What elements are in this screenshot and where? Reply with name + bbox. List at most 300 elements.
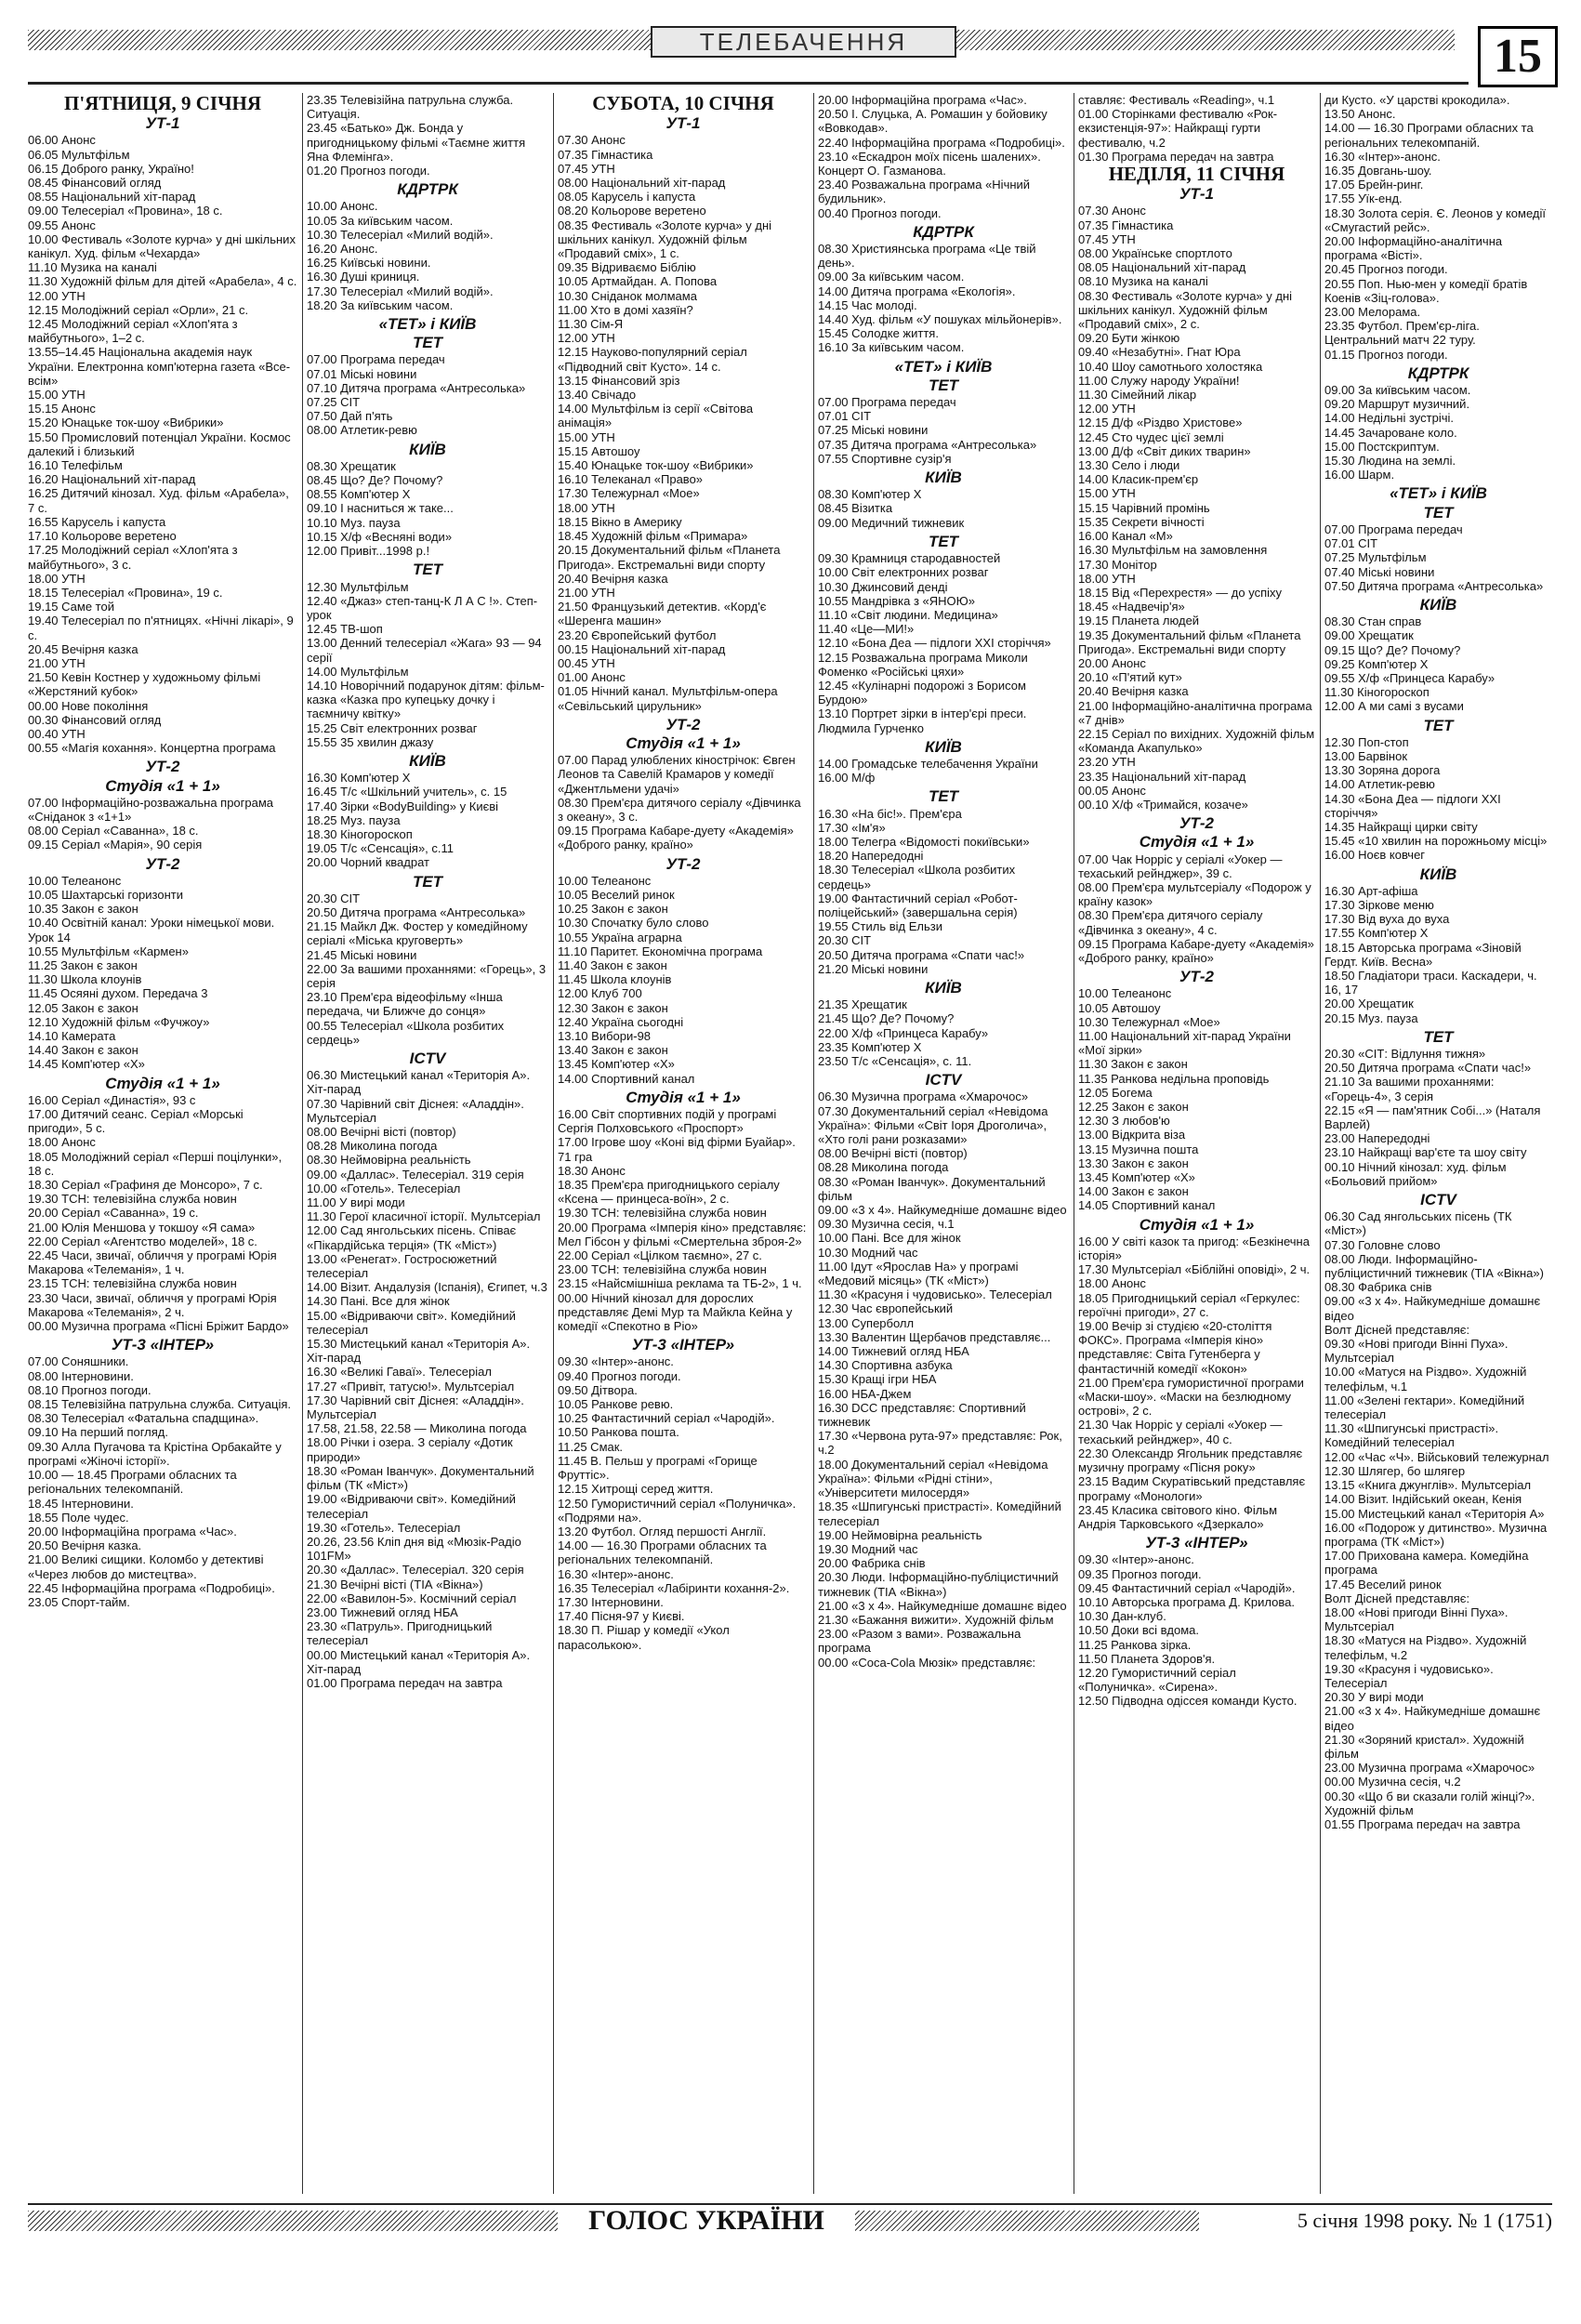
program-listing: 08.00 Вечірні вісті (повтор) [818,1146,968,1161]
program-listing: 20.50 Дитяча програма «Спати час!» [1324,1061,1532,1076]
channel-heading: Студія «1 + 1» [626,1088,741,1106]
program-listing: 12.15 Д/ф «Різдво Христове» [1078,416,1243,430]
program-listing: 10.30 Тележурнал «Мое» [1078,1014,1220,1029]
program-listing: 13.30 Валентин Щербачов представляє... [818,1329,1051,1344]
program-listing: 18.00 Анонс [28,1135,96,1150]
channel-heading: КИЇВ [925,737,962,756]
program-listing: 18.50 Гладіатори траси. Каскадери, ч. 16, 17 [1324,968,1541,997]
program-listing: 08.45 Візитка [818,501,893,516]
program-listing: 23.30 «Патруль». Пригодницький телесеріал [307,1619,496,1648]
program-listing: 07.00 Інформаційно-розважальна програма «Сніданок з «1+1» [28,795,277,824]
program-listing: 18.15 Від «Перехрестя» — до успіху [1078,585,1282,600]
channel-heading: ТЕТ [1423,503,1454,522]
program-listing: 12.05 Богема [1078,1085,1153,1100]
program-listing: 22.00 Серіал «Агентство моделей», 18 с. [28,1234,257,1248]
program-listing: 12.40 «Джаз» степ-танц-К Л А С !». Степ-урок [307,593,538,622]
program-listing: 18.30 Анонс [558,1163,626,1178]
program-listing: 00.05 Анонс [1078,783,1146,798]
program-listing: 07.30 Анонс [1078,204,1146,218]
program-listing: 11.35 Ранкова недільна проповідь [1078,1071,1270,1086]
program-listing: 15.50 Промисловий потенціал України. Космос далекий і близький [28,429,295,458]
program-listing: 07.35 Гімнастика [1078,218,1174,232]
program-listing: 19.00 Неймовірна реальність [818,1527,982,1542]
program-listing: 13.30 Закон є закон [1078,1155,1189,1170]
channel-heading: КИЇВ [1419,865,1457,883]
program-listing: 12.00 «Час «Ч». Військовий тележурнал [1324,1449,1549,1464]
program-listing: 12.15 Розважальна програма Миколи Фоменко «Російські цяхи» [818,650,1032,679]
program-listing: 17.30 «Ім'я» [818,820,886,835]
program-listing: 06.15 Доброго ранку, Україно! [28,161,194,176]
program-listing: 12.30 Закон є закон [558,1000,668,1015]
program-listing: 08.55 Національний хіт-парад [28,190,196,205]
program-listing: 20.55 Поп. Нью-мен у комедії братів Коенів «Зіц-голова». [1324,276,1531,305]
program-listing: 13.45 Комп'ютер «Х» [558,1057,675,1072]
program-listing: 18.00 Документальний серіал «Невідома Україна»: Фільми «Рідні стіни», «Університети милосердя» [818,1457,1052,1500]
program-listing: 07.00 Парад улюблених кінострічок: Євген Леонов та Савелій Крамаров у комедії «Джентльмени удачі» [558,753,799,796]
program-listing: 06.30 Сад янгольських пісень (ТК «Міст») [1324,1209,1516,1238]
program-listing: 10.55 Мандрівка з «ЯНОЮ» [818,593,976,608]
program-listing: 20.40 Вечірня казка [558,571,668,586]
program-listing: 16.00 Серіал «Династія», 93 с [28,1092,196,1107]
program-listing: 09.30 «Інтер»-анонс. [558,1354,674,1369]
program-listing: 13.40 Свічадо [558,388,637,403]
program-listing: 19.15 Саме той [28,600,114,614]
program-listing: 23.05 Спорт-тайм. [28,1594,130,1609]
program-listing: 21.50 Французький детектив. «Корд'є «Шеренга машин» [558,600,771,628]
program-listing: 09.45 Фантастичний серіал «Чародій». [1078,1580,1296,1595]
program-listing: 11.30 «Шпигунські пристрасті». Комедійний телесеріал [1324,1421,1502,1450]
program-listing: 16.20 Анонс. [307,242,378,257]
program-listing: 00.10 Х/ф «Тримайся, козаче» [1078,797,1248,812]
program-listing: 19.30 ТСН: телевізійна служба новин [28,1192,237,1207]
program-listing: 07.25 Мультфільм [1324,550,1427,565]
program-listing: 11.30 Герої класичної історії. Мультсеріал [307,1209,541,1224]
program-listing: 18.45 Художній фільм «Примара» [558,529,748,544]
program-listing: 13.10 Портрет зірки в інтер'єрі преси. Людмила Гурченко [818,706,1031,735]
program-listing: 23.15 «Найсмішніша реклама та ТБ-2», 1 ч. [558,1276,802,1291]
channel-heading: КДРТРК [1407,363,1469,382]
program-listing: 14.40 Закон є закон [28,1043,138,1058]
program-listing: 12.30 Мультфільм [307,579,409,594]
program-listing: 07.01 Міські новини [307,366,417,381]
program-listing: 10.00 «Готель». Телесеріал [307,1181,461,1195]
program-listing: 00.00 «Coca-Cola Мюзік» представляє: [818,1655,1036,1670]
program-listing: 09.25 Комп'ютер Х [1324,656,1429,671]
program-listing: 18.30 Телесеріал «Школа розбитих сердець» [818,863,1019,891]
program-listing: 17.00 Ігрове шоу «Коні від фірми Буайар». 71 гра [558,1135,799,1164]
program-listing: 12.00 УТН [28,288,86,303]
program-listing: 08.00 Атлетик-ревю [307,423,417,438]
program-listing: 08.30 Прем'єра дитячого серіалу «Дівчинка з океану», 3 с. [558,795,805,824]
program-listing: 21.15 Майкл Дж. Фостер у комедійному серіалі «Міська круговерть» [307,919,532,948]
program-listing: 16.00 У світі казок та пригод: «Безкінечна історія» [1078,1234,1313,1263]
program-listing: 16.00 Канал «М» [1078,529,1173,544]
program-listing: Волт Дісней представляє: [1324,1591,1470,1605]
program-listing: 23.00 Музична програма «Хмарочос» [1324,1761,1535,1776]
program-listing: 10.30 Джинсовий денді [818,579,948,594]
program-listing: 08.30 Прем'єра дитячого серіалу «Дівчинка з океану», 4 с. [1078,908,1267,937]
program-listing: 15.20 Юнацьке ток-шоу «Вибрики» [28,416,224,430]
program-listing: 11.25 Смак. [558,1439,624,1454]
program-listing: 16.30 Арт-афіша [1324,883,1418,898]
program-listing: 10.00 Телеанонс [558,873,652,888]
program-listing: 20.26, 23.56 Кліп дня від «Мюзік-Радіо 101FM» [307,1534,525,1564]
channel-heading: УТ-1 [1179,185,1214,204]
program-listing: 10.40 Шоу самотнього холостяка [1078,359,1263,374]
program-listing: 18.25 Муз. пауза [307,812,401,827]
program-listing: 17.27 «Привіт, татусю!». Мультсеріал [307,1379,515,1393]
program-listing: 11.10 «Світ людини. Медицина» [818,607,998,622]
channel-heading: УТ-3 «ІНТЕР» [111,1336,215,1354]
program-listing: 00.30 Фінансовий огляд [28,712,162,727]
program-listing: 10.55 Мультфільм «Кармен» [28,944,189,958]
program-listing: 09.00 За київським часом. [1324,383,1471,398]
program-listing: 22.45 Часи, звичаї, обличчя у програмі Юрія Макарова «Телеманія», 1 ч. [28,1248,281,1277]
program-listing: 09.00 За київським часом. [818,270,965,284]
program-listing: 12.00 УТН [558,331,615,346]
program-listing: 10.50 Доки всі вдома. [1078,1623,1199,1638]
program-listing: 18.35 «Шпигунські пристрасті». Комедійний телесеріал [818,1499,1065,1528]
program-listing: 18.30 Серіал «Графиня де Монсоро», 7 с. [28,1178,263,1193]
program-listing: 21.00 УТН [558,585,615,600]
program-listing: 16.30 Комп'ютер Х [307,771,411,786]
program-listing: 13.00 Суперболл [818,1315,915,1330]
issue-date: 5 січня 1998 року. № 1 (1751) [1199,2207,1552,2235]
program-listing: 18.35 Прем'єра пригодницького серіалу «Ксена — принцеса-воїн», 2 с. [558,1178,784,1207]
program-listing: 17.00 Дитячий сеанс. Серіал «Морські пригоди», 5 с. [28,1107,247,1136]
program-listing: 22.15 Серіал по вихідних. Художній фільм «Команда Акапулько» [1078,726,1318,756]
program-listing: 16.00 Світ спортивних подій у програмі Сергія Полховського «Проспорт» [558,1107,780,1136]
program-listing: 15.55 35 хвилин джазу [307,734,434,749]
program-listing: 16.10 Телефільм [28,458,123,473]
channel-heading: КИЇВ [925,469,962,487]
program-listing: 00.30 «Що б ви сказали голій жінці?». Художній фільм [1324,1789,1538,1817]
program-listing: 08.05 Карусель і капуста [558,190,696,205]
program-listing: 10.00 Фестиваль «Золоте курча» у дні шкільних канікул. Худ. фільм «Чехарда» [28,231,299,261]
program-listing: 17.40 Зірки «BodyBuilding» у Києві [307,799,499,813]
program-listing: 09.10 На перший погляд. [28,1425,168,1440]
program-listing: 01.55 Програма передач на завтра [1324,1816,1521,1831]
program-listing: 22.00 Х/ф «Принцеса Карабу» [818,1025,989,1040]
program-listing: 15.30 Людина на землі. [1324,454,1456,469]
program-listing: 20.00 Анонс [1078,655,1146,670]
program-listing: 12.25 Закон є закон [1078,1100,1189,1115]
channel-heading: УТ-2 [1179,968,1214,986]
program-listing: 08.00 Інтерновини. [28,1368,134,1383]
program-listing: 16.10 За київським часом. [818,340,965,355]
program-listing: 07.30 Головне слово [1324,1237,1441,1252]
program-listing: 10.30 Телесеріал «Милий водій». [307,227,494,242]
program-listing: 10.15 Х/ф «Весняні води» [307,529,453,544]
program-listing: 09.30 Алла Пугачова та Крістіна Орбакайте у програмі «Жіночі історії». [28,1439,285,1468]
program-listing: 23.00 Мелорама. [1324,305,1421,320]
channel-heading: ТЕТ [928,376,959,394]
program-listing: 12.30 Час європейський [818,1301,954,1316]
channel-heading: КИЇВ [409,440,446,458]
channel-heading: УТ-1 [145,114,180,133]
program-listing: 21.00 «3 х 4». Найкумедніше домашнє відео [1324,1704,1544,1733]
program-listing: 15.00 УТН [1078,486,1136,501]
program-listing: 10.50 Ранкова пошта. [558,1425,679,1440]
program-listing: 15.00 Постскриптум. [1324,439,1440,454]
program-listing: 11.45 Осяяні духом. Передача 3 [28,986,208,1001]
program-listing: 10.25 Закон є закон [558,902,668,917]
program-listing: 21.00 «3 х 4». Найкумедніше домашнє відео [818,1598,1067,1613]
program-listing: 07.00 Соняшники. [28,1354,129,1369]
program-listing: 15.45 «10 хвилин на порожньому місці» [1324,834,1548,849]
program-listing: 12.40 Україна сьогодні [558,1014,684,1029]
program-listing: 16.30 Душі криниця. [307,270,420,284]
column-3 [558,93,809,2194]
program-listing: 21.10 За вашими проханнями: «Горець-4», 3 серія [1324,1075,1498,1103]
program-listing: 00.45 УТН [558,655,615,670]
program-listing: 17.30 Інтерновини. [558,1594,664,1609]
program-listing: 20.00 Фабрика снів [818,1556,926,1571]
program-listing: 00.15 Національний хіт-парад [558,641,726,656]
program-listing: 18.30 Кіногороскоп [307,826,413,841]
program-listing: 18.15 Телесеріал «Провина», 19 с. [28,585,223,600]
program-listing: 13.50 Анонс. [1324,107,1396,122]
program-listing: 17.00 Прихована камера. Комедійна програма [1324,1549,1533,1578]
program-listing: 07.30 Чарівний світ Діснея: «Аладдін». Мультсеріал [307,1096,528,1125]
program-listing: 07.01 СІТ [818,409,872,424]
program-listing: 11.30 Кіногороскоп [1324,685,1429,700]
program-listing: 09.00 Телесеріал «Провина», 18 с. [28,204,223,218]
program-listing: 16.30 Мультфільм на замовлення [1078,543,1268,558]
program-listing: 00.00 Музична програма «Пісні Бріжит Бардо» [28,1319,289,1334]
program-listing: 20.00 Інформаційно-аналітична програма «Вісті». [1324,234,1506,263]
program-listing: 09.15 Що? Де? Почому? [1324,642,1461,657]
program-listing: 07.30 Анонс [558,133,626,148]
program-listing: 14.00 Мультфільм [307,664,409,679]
program-listing: 19.00 «Відриваючи світ». Комедійний телесеріал [307,1492,520,1521]
program-listing: 19.15 Планета людей [1078,614,1200,628]
program-listing: 13.30 Село і люди [1078,458,1180,473]
program-listing: 20.00 Програма «Імперія кіно» представляє: Мел Гібсон у фільмі «Смертельна зброя-2» [558,1220,810,1248]
program-listing: 13.00 Д/ф «Світ диких тварин» [1078,443,1251,458]
program-listing: 18.15 Вікно в Америку [558,514,682,529]
program-listing: 23.00 Тижневий огляд НБА [307,1604,458,1619]
program-listing: 09.40 «Незабутні». Гнат Юра [1078,345,1241,360]
program-listing: 20.15 Муз. пауза [1324,1010,1418,1025]
channel-heading: Студія «1 + 1» [1139,833,1255,852]
program-listing: 12.30 Шлягер, бо шлягер [1324,1463,1466,1478]
program-listing: 17.30 Мультсеріал «Біблійні оповіді», 2 ч. [1078,1262,1311,1277]
program-listing: 10.10 Авторська програма Д. Крилова. [1078,1594,1295,1609]
program-listing: 08.30 Хрещатик [307,458,396,473]
program-listing: 16.35 Довгань-шоу. [1324,164,1432,178]
channel-heading: КИЇВ [925,978,962,997]
program-listing: 09.10 І насниться ж таке... [307,501,454,516]
program-listing: 18.30 «Роман Іванчук». Документальний фільм (ТК «Міст») [307,1463,538,1493]
program-listing: 08.28 Миколина погода [818,1160,949,1175]
channel-heading: УТ-2 [665,715,701,733]
program-listing: 15.45 Солодке життя. [818,326,939,341]
program-listing: 12.00 Клуб 700 [558,986,642,1001]
program-listing: 20.40 Вечірня казка [1078,684,1189,699]
program-listing: 17.30 «Червона рута-97» представляє: Рок, ч.2 [818,1429,1066,1458]
program-listing: 15.15 Автошоу [558,443,640,458]
program-listing: 12.15 Хитрощі серед життя. [558,1482,714,1497]
program-listing: 19.00 Вечір зі студією «20-століття ФОКС». Програма «Імперія кіно» представляє: Світа Гутенберга у фантастичній комедії «Кокон» [1078,1319,1276,1376]
program-listing: 20.10 «П'ятий кут» [1078,670,1182,685]
program-listing: 14.00 Закон є закон [1078,1184,1189,1199]
channel-heading: «ТЕТ» і КИЇВ [378,315,477,334]
channel-heading: КДРТРК [913,222,974,241]
program-listing: 15.00 Мистецький канал «Територія А» [1324,1506,1545,1521]
program-listing: 17.30 Зіркове меню [1324,897,1434,912]
program-listing: 17.05 Брейн-ринг. [1324,178,1424,192]
program-listing: 09.35 Відриваємо Біблію [558,260,696,275]
channel-heading: ІСTV [925,1071,962,1089]
program-listing: 17.25 Молодіжний серіал «Хлоп'ята з майбутнього», 3 с. [28,543,242,572]
program-listing: 08.15 Телевізійна патрульна служба. Ситуація. [28,1397,292,1412]
channel-heading: КДРТРК [397,180,458,199]
program-listing: 11.30 «Красуня і чудовисько». Телесеріал [818,1287,1052,1302]
program-listing: 00.00 Мистецький канал «Територія А». Хіт-парад [307,1647,534,1676]
program-listing: 12.15 Науково-популярний серіал «Підводний світ Кусто». 14 с. [558,345,751,374]
program-listing: 20.30 СІТ [818,933,872,948]
program-listing: 23.10 «Ескадрон моїх пісень шалених». Концерт О. Газманова. [818,149,1045,178]
program-listing: 20.00 Серіал «Саванна», 19 с. [28,1206,199,1221]
program-listing: 14.00 Візит. Андалузія (Іспанія), Єгипет, ч.3 [307,1280,547,1295]
program-listing: 14.40 Худ. фільм «У пошуках мільйонерів». [818,312,1062,327]
program-listing: 06.00 Анонс [28,133,96,148]
day-heading: П'ЯТНИЦЯ, 9 СІЧНЯ [63,92,261,114]
program-listing: 00.00 Нічний кінозал для дорослих представляє Демі Мур та Майкла Кейна у комедії «Спекотно в Ріо» [558,1290,797,1334]
program-listing: 09.50 Дітвора. [558,1382,638,1397]
program-listing: ставляє: Фестиваль «Reading», ч.1 [1078,93,1275,107]
program-listing: 17.30 Від вуха до вуха [1324,912,1450,927]
program-listing: 11.30 Школа клоунів [28,972,142,987]
program-listing: 08.00 Прем'єра мультсеріалу «Подорож у країну казок» [1078,879,1315,909]
program-listing: 07.10 Дитяча програма «Антресолька» [307,380,526,395]
program-listing: 17.45 Веселий ринок [1324,1577,1442,1591]
program-listing: 07.30 Документальний серіал «Невідома Україна»: Фільми «Світ Іоря Дроголича», «Хто голі рани розказами» [818,1103,1052,1147]
program-listing: 11.45 Школа клоунів [558,972,672,987]
program-listing: 08.10 Прогноз погоди. [28,1382,152,1397]
program-listing: 16.00 НБА-Джем [818,1386,912,1401]
program-listing: 00.55 Телесеріал «Школа розбитих сердець» [307,1018,507,1047]
channel-heading: «ТЕТ» і КИЇВ [1390,484,1487,503]
program-listing: 07.00 Програма передач [1324,522,1463,536]
program-listing: 13.55–14.45 Національна академія наук України. Електронна комп'ютерна газета «Все-всім» [28,345,291,388]
program-listing: 15.30 Кращі ігри НБА [818,1372,937,1387]
program-listing: 10.25 Фантастичний серіал «Чародій». [558,1411,775,1426]
program-listing: 20.00 Інформаційна програма «Час». [818,93,1027,107]
program-listing: 10.00 Пані. Все для жінок [818,1231,961,1246]
program-listing: 21.20 Міські новини [818,961,929,976]
program-listing: 20.50 Дитяча програма «Антресолька» [307,905,526,919]
program-listing: 07.35 Гімнастика [558,147,653,162]
program-listing: 21.30 «Зоряний кристал». Художній фільм [1324,1732,1528,1761]
channel-heading: «ТЕТ» і КИЇВ [894,357,993,376]
program-listing: 14.30 «Бона Деа — підлоги ХХІ сторіччя» [1324,791,1505,820]
program-listing: 11.45 В. Пельш у програмі «Горище Фруттіс». [558,1453,761,1483]
program-listing: 12.45 «Кулінарні подорожі з Борисом Бурдою» [818,678,1030,707]
program-listing: 07.01 СІТ [1324,536,1378,551]
program-listing: 06.30 Музична програма «Хмарочос» [818,1089,1029,1104]
program-listing: 08.30 Неймовірна реальність [307,1153,471,1168]
program-listing: 23.10 Прем'єра відеофільму «Інша передача, чи Ближче до сонця» [307,990,507,1019]
program-listing: 23.50 Т/с «Сенсація», с. 11. [818,1054,972,1068]
program-listing: 18.05 Молодіжний серіал «Перші поцілунки», 18 с. [28,1149,285,1178]
program-listing: 10.05 Веселий ринок [558,887,675,902]
program-listing: 09.15 Програма Кабаре-дуету «Академія» «Доброго ранку, країно» [1078,936,1318,965]
program-listing: 21.30 Чак Норріс у серіалі «Уокер — техаський рейнджер», 40 с. [1078,1418,1286,1446]
program-listing: 22.40 Інформаційна програма «Подробиці». [818,135,1065,150]
program-listing: 14.00 Тижневий огляд НБА [818,1344,969,1359]
program-listing: 14.05 Спортивний канал [1078,1198,1216,1213]
program-listing: 14.00 Атлетик-ревю [1324,777,1435,792]
program-listing: 15.15 Чарівний промінь [1078,500,1210,515]
program-listing: 14.10 Новорічний подарунок дітям: фільм-казка «Казка про купецьку дочку і таємничу квітку» [307,678,545,721]
program-listing: 11.30 Сім-Я [558,317,624,332]
program-listing: 00.40 Прогноз погоди. [818,205,942,220]
program-listing: 15.25 Світ електронних розваг [307,720,478,735]
program-listing: 08.45 Фінансовий огляд [28,176,162,191]
program-listing: 23.00 «Разом з вами». Розважальна програма [818,1627,1024,1656]
program-listing: 16.10 Телеканал «Право» [558,472,704,487]
program-listing: 08.00 Серіал «Саванна», 18 с. [28,824,199,838]
program-listing: 18.20 За київським часом. [307,297,454,312]
program-listing: 14.45 Зачароване коло. [1324,425,1457,440]
program-listing: 07.45 УТН [558,161,615,176]
program-listing: 20.00 Інформаційна програма «Час». [28,1524,237,1538]
program-listing: 23.35 Комп'ютер Х [818,1039,922,1054]
program-listing: 18.15 Авторська програма «Зіновій Гердт. Київ. Весна» [1324,940,1525,969]
program-listing: 20.30 «СІТ: Відлуння тижня» [1324,1047,1486,1061]
program-listing: 08.00 Вечірні вісті (повтор) [307,1125,456,1140]
program-listing: 00.55 «Магія кохання». Концертна програма [28,741,276,756]
program-listing: 09.55 Х/ф «Принцеса Карабу» [1324,670,1495,685]
program-listing: 08.55 Комп'ютер Х [307,487,411,502]
channel-heading: УТ-2 [145,758,180,776]
program-listing: 11.00 У вирі моди [307,1195,405,1210]
program-listing: 16.00 Ноєв ковчег [1324,848,1426,863]
program-listing: 21.45 Міські новини [307,947,417,962]
program-listing: 23.45 Класика світового кіно. Фільм Андрія Тарковського «Дзеркало» [1078,1502,1281,1531]
program-listing: 15.00 УТН [558,429,615,444]
program-listing: 08.30 Комп'ютер Х [818,487,922,502]
program-listing: 14.30 Пані. Все для жінок [307,1294,450,1309]
column-2 [307,93,548,2194]
channel-heading: ІСTV [1420,1191,1456,1209]
program-listing: 21.00 Великі сищики. Коломбо у детективі «Через любов до мистецтва». [28,1552,268,1581]
program-listing: 09.55 Анонс [28,218,96,232]
program-listing: 23.15 Вадим Скуратівський представляє програму «Монологи» [1078,1474,1309,1503]
program-listing: 19.30 ТСН: телевізійна служба новин [558,1206,767,1221]
program-listing: 12.45 Сто чудес цієї землі [1078,429,1224,444]
program-listing: 12.15 Молодіжний серіал «Орли», 21 с. [28,302,249,317]
program-listing: 09.15 Програма Кабаре-дуету «Академія» «Доброго ранку, країно» [558,824,797,852]
program-listing: 10.30 Дан-клуб. [1078,1609,1166,1624]
program-listing: 17.58, 21.58, 22.58 — Миколина погода [307,1421,527,1436]
program-listing: 16.30 «Інтер»-анонс. [558,1566,674,1581]
program-listing: 16.00 Шарм. [1324,468,1395,482]
program-listing: 12.00 Сад янгольських пісень. Співає «Пікардійська терція» (ТК «Міст») [307,1223,520,1252]
program-listing: 14.00 Громадське телебачення України [818,756,1038,771]
program-listing: 12.50 Гумористичний серіал «Полуничка». «Подрями на». [558,1496,799,1525]
program-listing: 00.40 УТН [28,726,86,741]
program-listing: 09.30 Музична сесія, ч.1 [818,1217,955,1232]
program-listing: 13.15 «Книга джунглів». Мультсеріал [1324,1478,1532,1493]
program-listing: 23.35 Національний хіт-парад [1078,769,1246,784]
channel-heading: КИЇВ [1419,595,1457,614]
program-listing: 07.40 Міські новини [1324,564,1435,579]
program-listing: 17.30 Монітор [1078,557,1157,572]
program-listing: 14.30 Спортивна азбука [818,1358,953,1373]
